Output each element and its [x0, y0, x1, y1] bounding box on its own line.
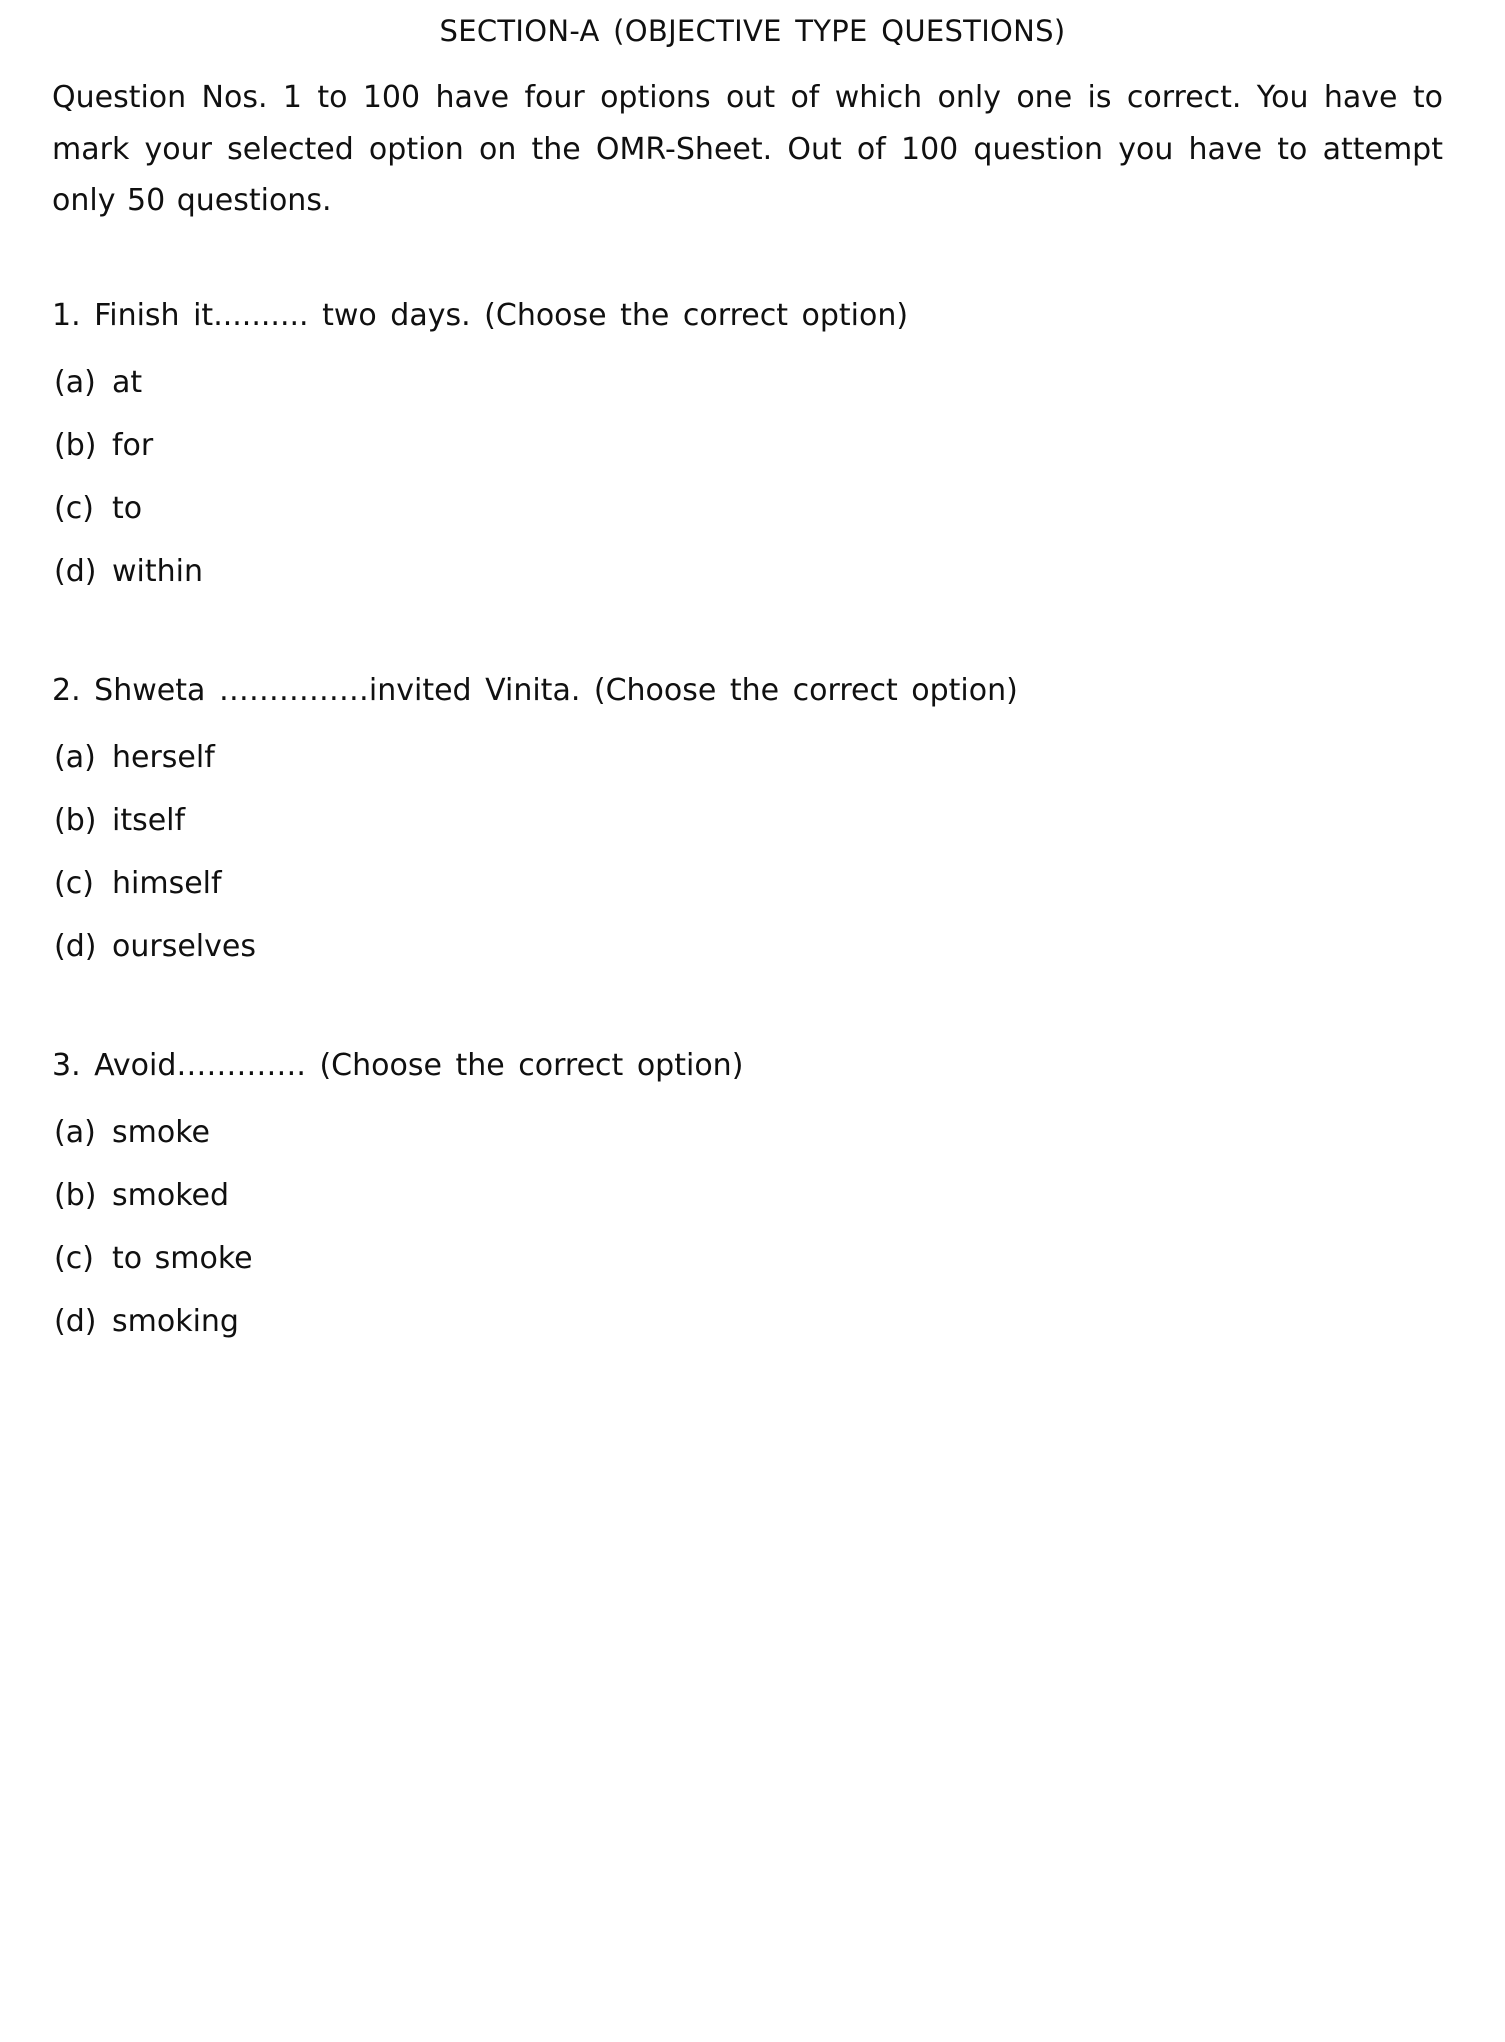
option-row[interactable]	[52, 861, 1453, 906]
question-block	[52, 668, 1453, 969]
option-row[interactable]	[52, 798, 1453, 843]
option-label: (b)	[54, 427, 97, 463]
option-row[interactable]	[52, 549, 1453, 594]
section-heading: SECTION-A (OBJECTIVE TYPE QUESTIONS)	[439, 14, 1066, 48]
option-label: (d)	[54, 1303, 97, 1339]
option-text: within	[112, 553, 203, 589]
option-row[interactable]	[52, 735, 1453, 780]
option-row[interactable]	[52, 1236, 1453, 1281]
question-block	[52, 1043, 1453, 1344]
option-row[interactable]	[52, 1173, 1453, 1218]
option-label: (c)	[54, 490, 94, 526]
option-label: (a)	[54, 1114, 96, 1150]
option-label: (a)	[54, 364, 96, 400]
exam-paper-page	[0, 8, 1505, 2042]
option-label: (a)	[54, 739, 96, 775]
question-text: 3. Avoid…………. (Choose the correct option)	[52, 1047, 744, 1083]
option-text: ourselves	[112, 928, 256, 964]
option-label: (c)	[54, 1240, 94, 1276]
option-text: at	[112, 364, 143, 400]
question-text: 1. Finish it.......... two days. (Choose the correct option)	[52, 297, 909, 333]
option-label: (b)	[54, 1177, 97, 1213]
option-row[interactable]	[52, 924, 1453, 969]
option-text: smoking	[112, 1303, 239, 1339]
option-text: itself	[112, 802, 186, 838]
question-block	[52, 293, 1453, 594]
option-row[interactable]	[52, 423, 1453, 468]
question-text: 2. Shweta ……………invited Vinita. (Choose the correct option)	[52, 672, 1018, 708]
option-text: for	[112, 427, 154, 463]
questions-list	[52, 293, 1453, 1344]
option-text: smoked	[112, 1177, 230, 1213]
option-text: herself	[112, 739, 215, 775]
option-text: to	[112, 490, 143, 526]
instructions-paragraph: Question Nos. 1 to 100 have four options out of which only one is correct. You have to mark your selected option on the OMR-Sheet. Out of 100 question you have to attempt only 50 questions.	[52, 80, 1443, 219]
option-label: (c)	[54, 865, 94, 901]
option-text: smoke	[112, 1114, 210, 1150]
option-label: (b)	[54, 802, 97, 838]
option-row[interactable]	[52, 1299, 1453, 1344]
option-row[interactable]	[52, 1110, 1453, 1155]
option-row[interactable]	[52, 360, 1453, 405]
option-label: (d)	[54, 553, 97, 589]
option-text: to smoke	[112, 1240, 253, 1276]
option-text: himself	[112, 865, 222, 901]
option-row[interactable]	[52, 486, 1453, 531]
option-label: (d)	[54, 928, 97, 964]
